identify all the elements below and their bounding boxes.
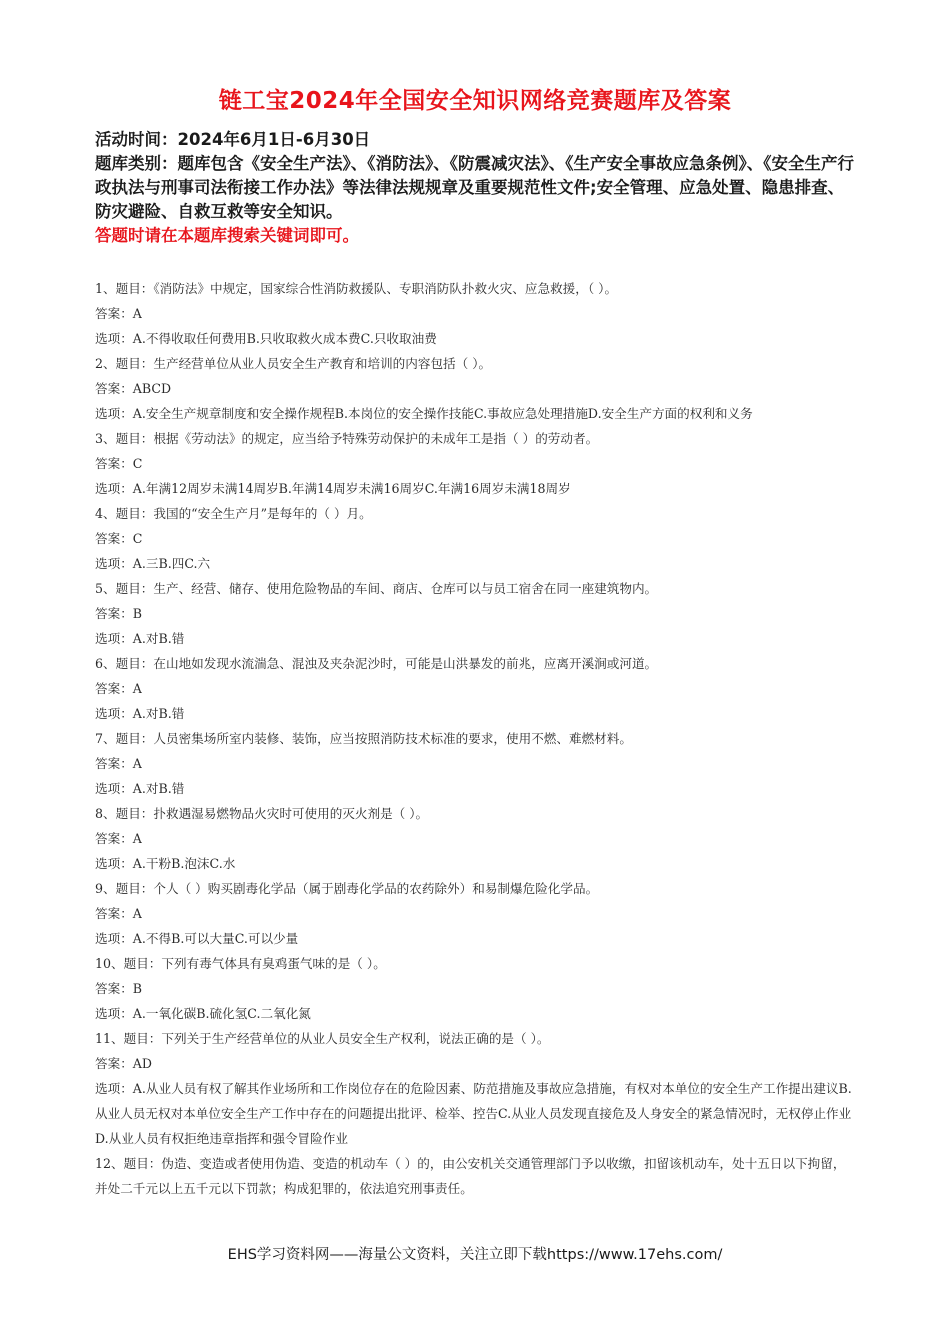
- question-list: [95, 276, 855, 1201]
- question-bank-category: 题库类别：题库包含《安全生产法》、《消防法》、《防震减灾法》、《生产安全事故应急条例》、《安全生产行政执法与刑事司法衔接工作办法》等法律法规规章及重要规范性文件;安全管理、应急处置、隐患排查、防灾避险、自救互救等安全知识。: [95, 154, 854, 221]
- options-text: 选项：A.三B.四C.六: [95, 556, 211, 571]
- question-text: 6、题目：在山地如发现水流湍急、混浊及夹杂泥沙时，可能是山洪暴发的前兆，应离开溪涧或河道。: [95, 656, 658, 671]
- answer-text: 答案：C: [95, 456, 143, 471]
- answer-text: 答案：A: [95, 306, 142, 321]
- question-text: 4、题目：我国的“安全生产月”是每年的（ ）月。: [95, 506, 372, 521]
- answer-text: 答案：C: [95, 531, 143, 546]
- search-notice: 答题时请在本题库搜索关键词即可。: [95, 226, 359, 245]
- answer-text: 答案：A: [95, 681, 142, 696]
- options-text: 选项：A.不得B.可以大量C.可以少量: [95, 931, 299, 946]
- answer-text: 答案：A: [95, 906, 142, 921]
- question-text: 8、题目：扑救遇湿易燃物品火灾时可使用的灭火剂是（ ）。: [95, 806, 429, 821]
- options-text: 选项：A.一氧化碳B.硫化氢C.二氧化氮: [95, 1006, 311, 1021]
- page-footer: EHS学习资料网——海量公文资料，关注立即下载https://www.17ehs.com/: [227, 1247, 723, 1263]
- options-text: 选项：A.干粉B.泡沫C.水: [95, 856, 236, 871]
- question-text: 7、题目：人员密集场所室内装修、装饰，应当按照消防技术标准的要求，使用不燃、难燃材料。: [95, 731, 632, 746]
- options-text: 选项：A.安全生产规章制度和安全操作规程B.本岗位的安全操作技能C.事故应急处理措施D.安全生产方面的权利和义务: [95, 406, 753, 421]
- question-text: 2、题目：生产经营单位从业人员安全生产教育和培训的内容包括（ ）。: [95, 356, 492, 371]
- answer-text: 答案：AD: [95, 1056, 152, 1071]
- options-text: 选项：A.对B.错: [95, 706, 185, 721]
- document-title: 链工宝2024年全国安全知识网络竞赛题库及答案: [218, 88, 732, 114]
- question-text: 12、题目：伪造、变造或者使用伪造、变造的机动车（ ）的，由公安机关交通管理部门予以收缴，扣留该机动车，处十五日以下拘留，并处二千元以上五千元以下罚款；构成犯罪的，依法追究刑事责任。: [95, 1156, 846, 1196]
- answer-text: 答案：B: [95, 606, 143, 621]
- answer-text: 答案：B: [95, 981, 143, 996]
- question-text: 10、题目：下列有毒气体具有臭鸡蛋气味的是（ ）。: [95, 956, 386, 971]
- options-text: 选项：A.对B.错: [95, 631, 185, 646]
- options-text: 选项：A.不得收取任何费用B.只收取救火成本费C.只收取油费: [95, 331, 437, 346]
- options-text: 选项：A.从业人员有权了解其作业场所和工作岗位存在的危险因素、防范措施及事故应急措施，有权对本单位的安全生产工作提出建议B.从业人员无权对本单位安全生产工作中存在的问题提出批评、检举、控告C.从业人员发现直接危及人身安全的紧急情况时，无权停止作业D.从业人员有权拒绝违章指挥和强令冒险作业: [95, 1081, 852, 1146]
- question-text: 9、题目：个人（ ）购买剧毒化学品（属于剧毒化学品的农药除外）和易制爆危险化学品。: [95, 881, 599, 896]
- answer-text: 答案：ABCD: [95, 381, 172, 396]
- answer-text: 答案：A: [95, 831, 142, 846]
- intro-block: [95, 128, 855, 248]
- activity-time: 活动时间：2024年6月1日-6月30日: [95, 130, 371, 149]
- options-text: 选项：A.年满12周岁未满14周岁B.年满14周岁未满16周岁C.年满16周岁未满18周岁: [95, 481, 571, 496]
- options-text: 选项：A.对B.错: [95, 781, 185, 796]
- answer-text: 答案：A: [95, 756, 142, 771]
- question-text: 11、题目：下列关于生产经营单位的从业人员安全生产权利，说法正确的是（ ）。: [95, 1031, 550, 1046]
- question-text: 5、题目：生产、经营、储存、使用危险物品的车间、商店、仓库可以与员工宿舍在同一座建筑物内。: [95, 581, 658, 596]
- question-text: 1、题目：《消防法》中规定，国家综合性消防救援队、专职消防队扑救火灾、应急救援，（ ）。: [95, 281, 618, 296]
- question-text: 3、题目：根据《劳动法》的规定，应当给予特殊劳动保护的未成年工是指（ ）的劳动者。: [95, 431, 599, 446]
